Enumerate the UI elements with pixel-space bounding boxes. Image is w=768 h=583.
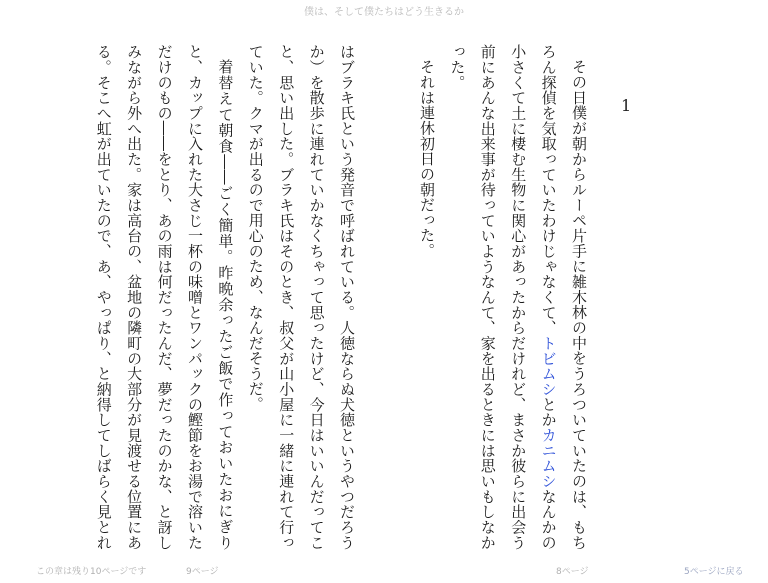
chapter-number: 1 [621, 96, 632, 115]
book-title: 僕は、そして僕たちはどう生きるか [304, 7, 464, 18]
paragraph [442, 44, 594, 550]
chapter-remaining-label: この章は残り10ページです [36, 567, 147, 577]
return-to-page-link[interactable]: 5ページに戻る [684, 567, 744, 577]
paragraph-text: その日僕が朝からルーペ片手に雑木林の中をうろついていたのは、もちろん探偵を気取っていたわけじゃなくて、 [539, 44, 588, 550]
paragraph-text: とか [539, 396, 558, 428]
paragraph-text: なんかの小さくて土に棲む生物に関心があったからだけれど、まさか彼らに出会う前にあんな出来事が待っていようなんて、家を出るときには思いもしなかった。 [448, 44, 558, 550]
right-page-number: 8ページ [556, 567, 589, 577]
dictionary-link-tobimushi[interactable]: トビムシ [539, 335, 558, 397]
left-page-text [90, 44, 362, 550]
paragraph: 着替えて朝食――ごく簡単。昨晩余ったご飯で作っておいたおにぎりと、カップに入れた大さじ一杯の味噌とワンパックの鰹節をお湯で溶いただけのもの――をとり、あの雨は何だったんだ、夢だったのかな、と訝しみながら外へ出た。家は高台の、盆地の隣町の大部分が見渡せる位置にある。そこへ虹が出ていたので、あ、やっぱり、と納得してしばらく見とれ [94, 44, 235, 550]
dictionary-link-kanimushi[interactable]: カニムシ [539, 427, 558, 489]
paragraph: はブラキ氏という発音で呼ばれている。人徳ならぬ犬徳というやつだろうか）を散歩に連れていかなくちゃって思ったけど、今日はいいんだってこと、思い出した。ブラキ氏はそのとき、叔父が山小屋に一緒に連れて行っていた。クマが出るので用心のため、なんだそうだ。 [246, 44, 356, 550]
paragraph: それは連休初日の朝だった。 [418, 59, 436, 259]
left-page-number: 9ページ [186, 567, 219, 577]
right-page-text [418, 44, 594, 550]
